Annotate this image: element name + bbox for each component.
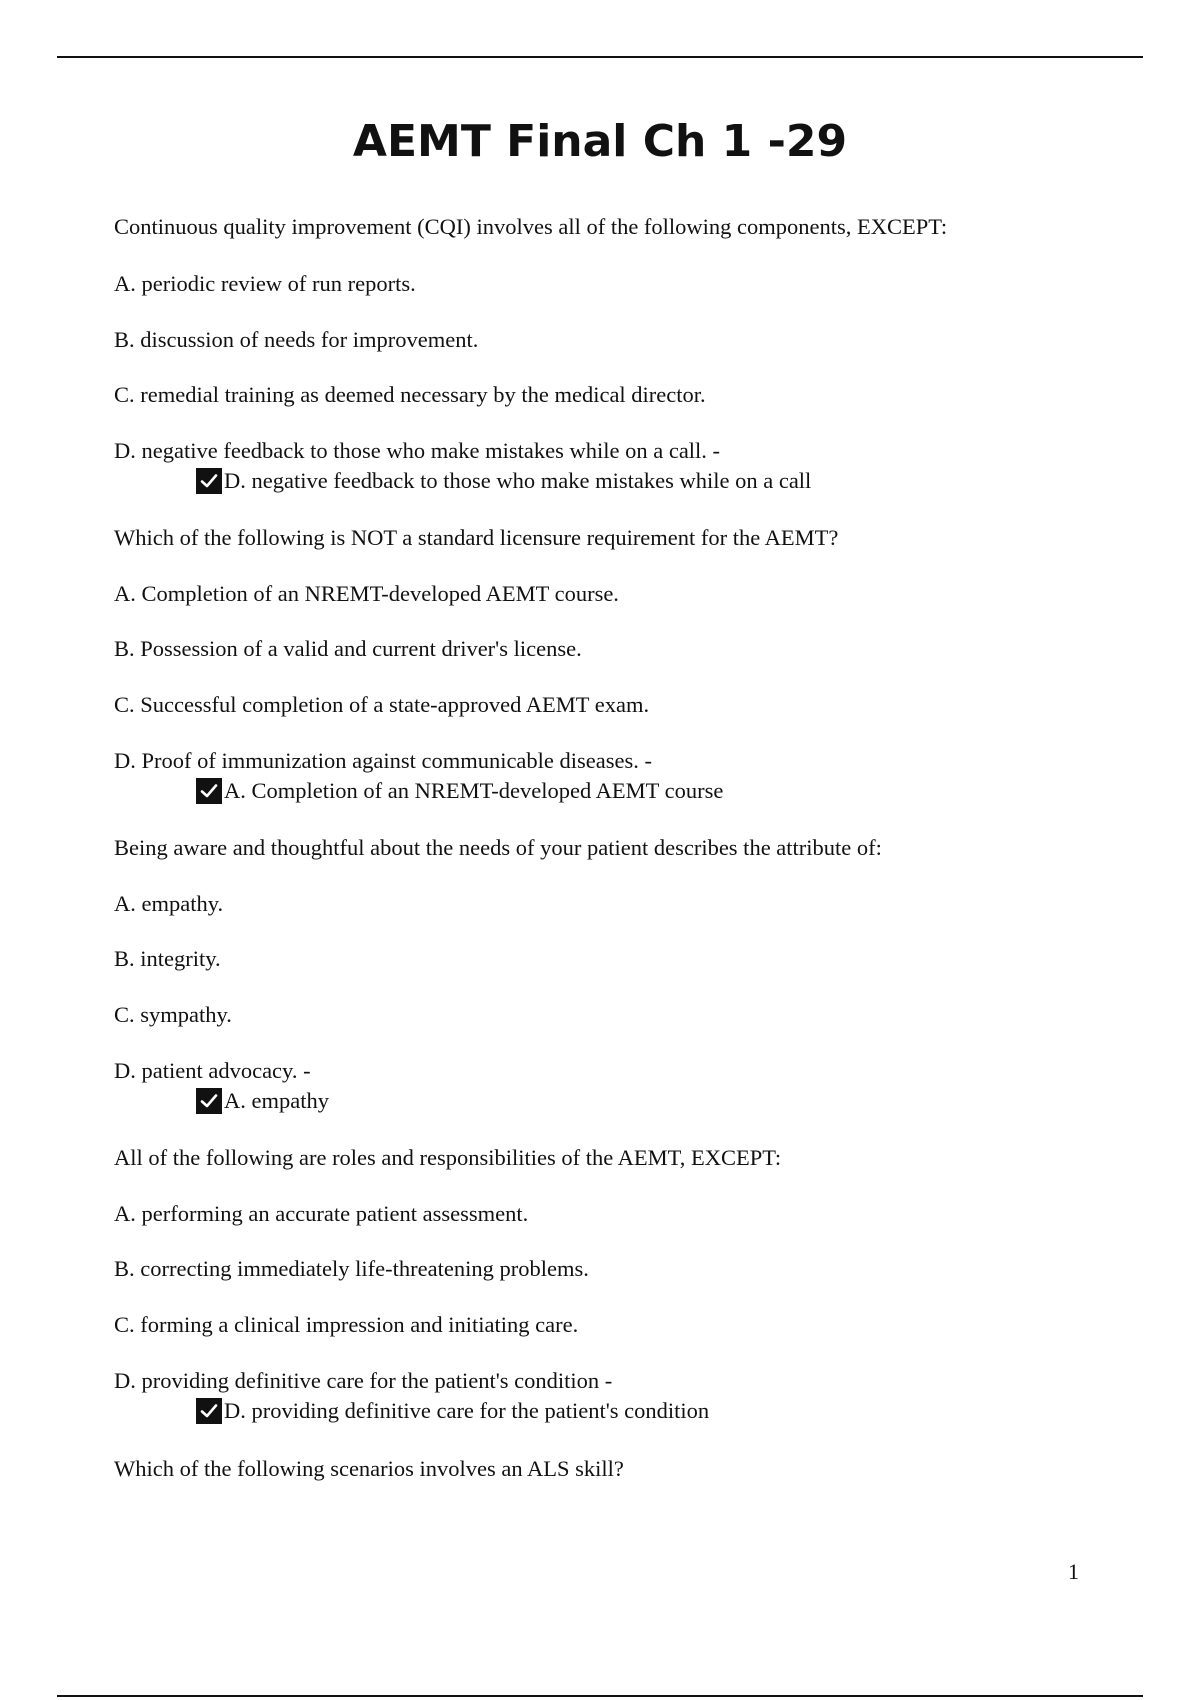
question-4-option-d: D. providing definitive care for the patient's condition - — [114, 1368, 613, 1393]
question-2-answer-text: A. Completion of an NREMT-developed AEMT course — [224, 778, 724, 803]
question-3-option-a: A. empathy. — [114, 891, 224, 916]
question-3-answer — [196, 1087, 329, 1115]
question-1-option-b: B. discussion of needs for improvement. — [114, 327, 479, 352]
checkmark-box-icon — [196, 468, 222, 494]
question-4-text: All of the following are roles and responsibilities of the AEMT, EXCEPT: — [114, 1145, 782, 1170]
question-1-text: Continuous quality improvement (CQI) involves all of the following components, EXCEPT: — [114, 214, 948, 239]
question-2-option-d: D. Proof of immunization against communicable diseases. - — [114, 748, 653, 773]
question-2-option-c: C. Successful completion of a state-approved AEMT exam. — [114, 692, 650, 717]
page-number: 1 — [1068, 1559, 1079, 1584]
question-1-answer — [196, 467, 811, 495]
question-4-option-a: A. performing an accurate patient assessment. — [114, 1201, 529, 1226]
question-2-option-b: B. Possession of a valid and current driver's license. — [114, 636, 582, 661]
question-4-answer-text: D. providing definitive care for the patient's condition — [224, 1398, 710, 1423]
question-2-answer — [196, 777, 723, 805]
question-4-option-c: C. forming a clinical impression and initiating care. — [114, 1312, 579, 1337]
checkmark-box-icon — [196, 778, 222, 804]
question-3-option-d: D. patient advocacy. - — [114, 1058, 311, 1083]
checkmark-box-icon — [196, 1398, 222, 1424]
question-1-option-a: A. periodic review of run reports. — [114, 271, 416, 296]
question-1-option-d: D. negative feedback to those who make mistakes while on a call. - — [114, 438, 721, 463]
question-1-option-c: C. remedial training as deemed necessary by the medical director. — [114, 382, 706, 407]
question-3-option-b: B. integrity. — [114, 946, 221, 971]
question-3-option-c: C. sympathy. — [114, 1002, 232, 1027]
question-4-answer — [196, 1397, 709, 1425]
question-5-text: Which of the following scenarios involves an ALS skill? — [114, 1456, 624, 1481]
top-rule — [57, 56, 1143, 58]
question-2-text: Which of the following is NOT a standard licensure requirement for the AEMT? — [114, 525, 839, 550]
checkmark-box-icon — [196, 1088, 222, 1114]
bottom-rule — [57, 1695, 1143, 1697]
question-1-answer-text: D. negative feedback to those who make mistakes while on a call — [224, 468, 812, 493]
question-3-answer-text: A. empathy — [224, 1088, 329, 1113]
document-title: AEMT Final Ch 1 -29 — [352, 116, 848, 167]
question-2-option-a: A. Completion of an NREMT-developed AEMT course. — [114, 581, 619, 606]
question-4-option-b: B. correcting immediately life-threatening problems. — [114, 1256, 589, 1281]
question-3-text: Being aware and thoughtful about the needs of your patient describes the attribute of: — [114, 835, 882, 860]
